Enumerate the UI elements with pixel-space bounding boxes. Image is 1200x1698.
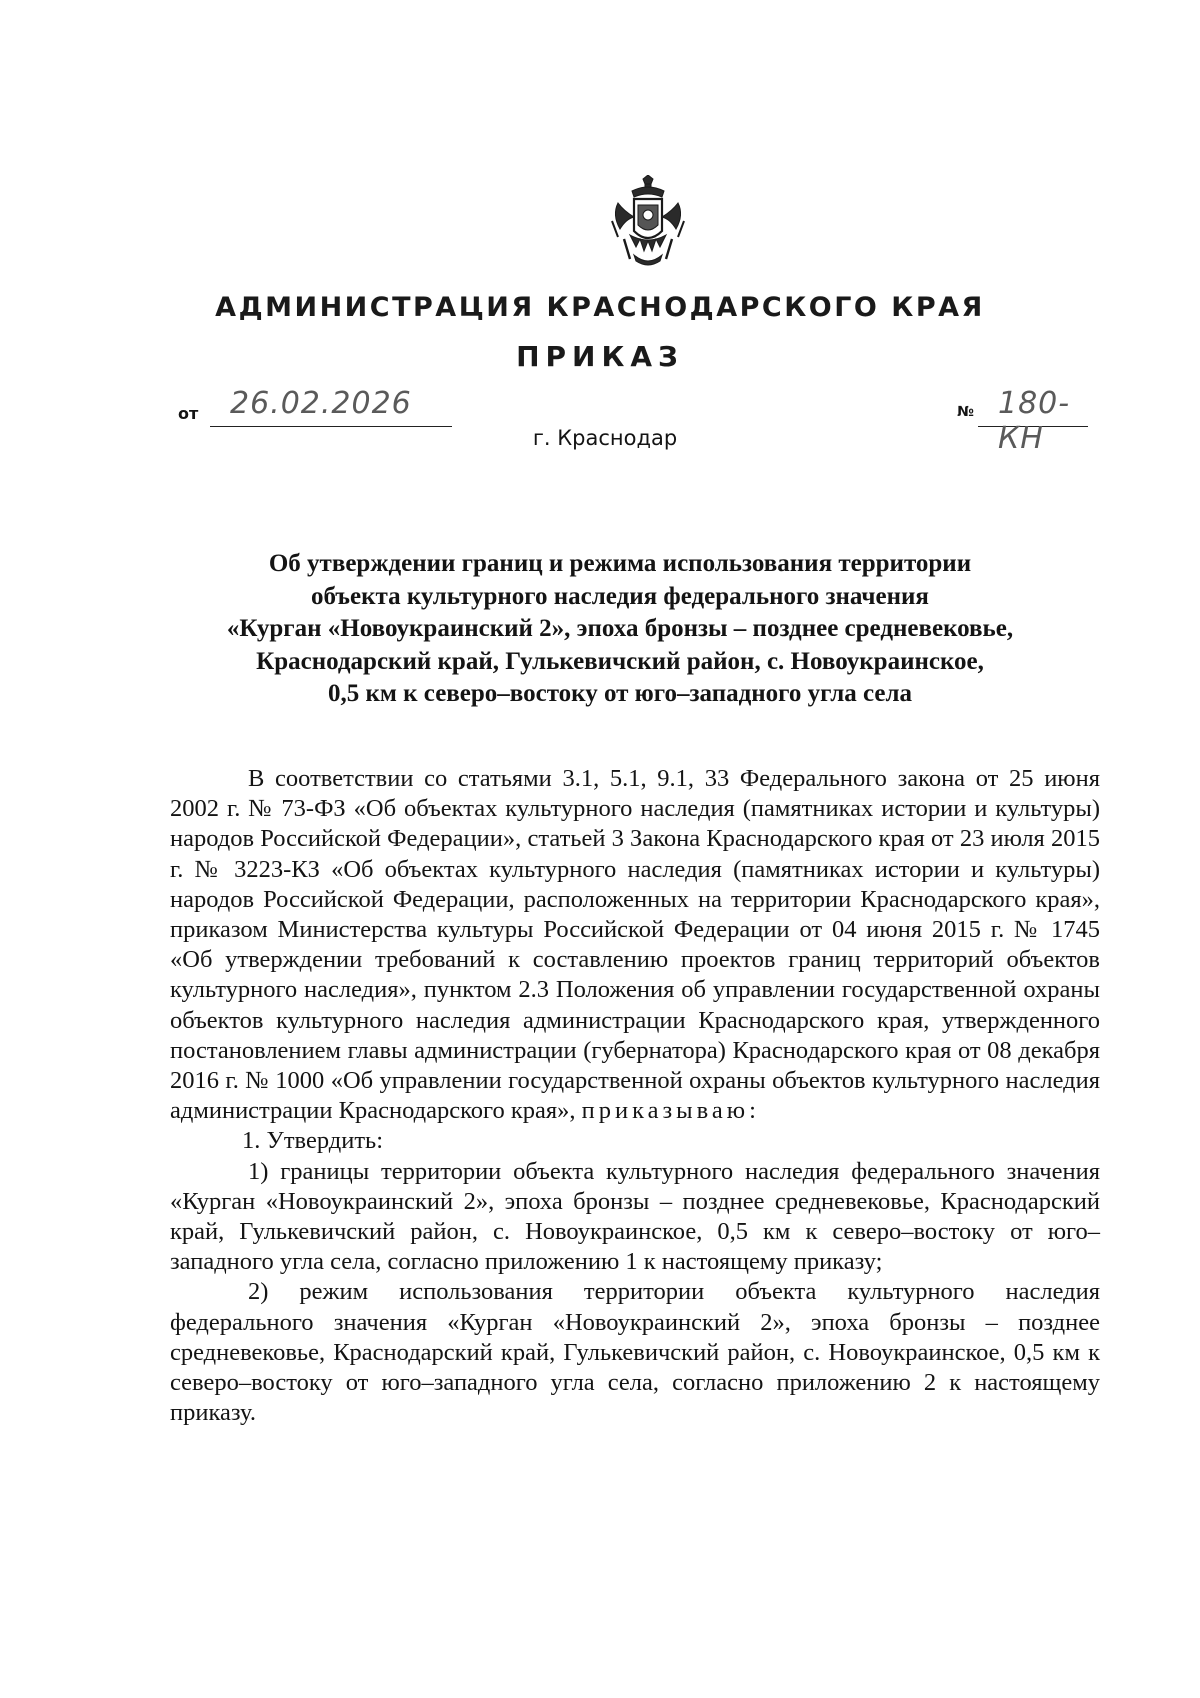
handwritten-number: 180-КН xyxy=(998,386,1071,456)
item-1: 1. Утвердить: xyxy=(242,1127,384,1155)
title-line: объекта культурного наследия федерального значения xyxy=(311,582,929,610)
title-line: 0,5 км к северо–востоку от юго–западного угла села xyxy=(327,680,913,707)
title-line: Краснодарский край, Гулькевичский район, с. Новоукраинское, xyxy=(256,647,984,675)
organization-name: АДМИНИСТРАЦИЯ КРАСНОДАРСКОГО КРАЯ xyxy=(215,292,985,323)
order-word: приказываю: xyxy=(581,1097,760,1125)
handwritten-date: 26.02.2026 xyxy=(230,386,412,421)
document-body xyxy=(170,764,1100,1428)
number-label: № xyxy=(957,404,974,420)
item-1-2: 2) режим использования территории объекта культурного наследия федерального значения «Курган «Новоукраинский 2», эпоха бронзы – позднее средневековье, Краснодарский край, Гулькевичский район, с. Новоукраинское, 0,5 км к северо–востоку от юго–западного угла села, согласно приложению 2 к настоящему приказу. xyxy=(170,1278,1100,1427)
city-label: г. Краснодар xyxy=(532,426,678,450)
date-label: от xyxy=(178,404,199,423)
item-1-1: 1) границы территории объекта культурного наследия федерального значения «Курган «Новоукраинский 2», эпоха бронзы – позднее средневековье, Краснодарский край, Гулькевичский район, с. Новоукраинское, 0,5 км к северо–востоку от юго–западного угла села, согласно приложению 1 к настоящему приказу; xyxy=(170,1157,1100,1276)
preamble-text: В соответствии со статьями 3.1, 5.1, 9.1, 33 Федерального закона от 25 июня 2002 г. № 73-ФЗ «Об объектах культурного наследия (памятниках истории и культуры) народов Российской Федерации», статьей 3 Закона Краснодарского края от 23 июля 2015 г. № 3223-КЗ «Об объектах культурного наследия (памятниках истории и культуры) народов Российской Федерации, расположенных на территории Краснодарского края», приказом Министерства культуры Российской Федерации от 04 июня 2015 г. № 1745 «Об утверждении требований к составлению проектов границ территорий объектов культурного наследия», пунктом 2.3 Положения об управлении государственной охраны объектов культурного наследия администрации Краснодарского края, утвержденного постановлением главы администрации (губернатора) Краснодарского края от 08 декабря 2016 г. № 1000 «Об управлении государственной охраны объектов культурного наследия администрации Краснодарского края», xyxy=(170,765,1100,1125)
preamble-paragraph xyxy=(170,764,1100,1126)
coat-of-arms-icon xyxy=(610,175,686,267)
document-title xyxy=(180,548,1060,711)
title-line: «Курган «Новоукраинский 2», эпоха бронзы – позднее средневековье, xyxy=(226,615,1014,642)
title-line: Об утверждении границ и режима использования территории xyxy=(268,550,972,577)
document-type: ПРИКАЗ xyxy=(516,340,684,373)
